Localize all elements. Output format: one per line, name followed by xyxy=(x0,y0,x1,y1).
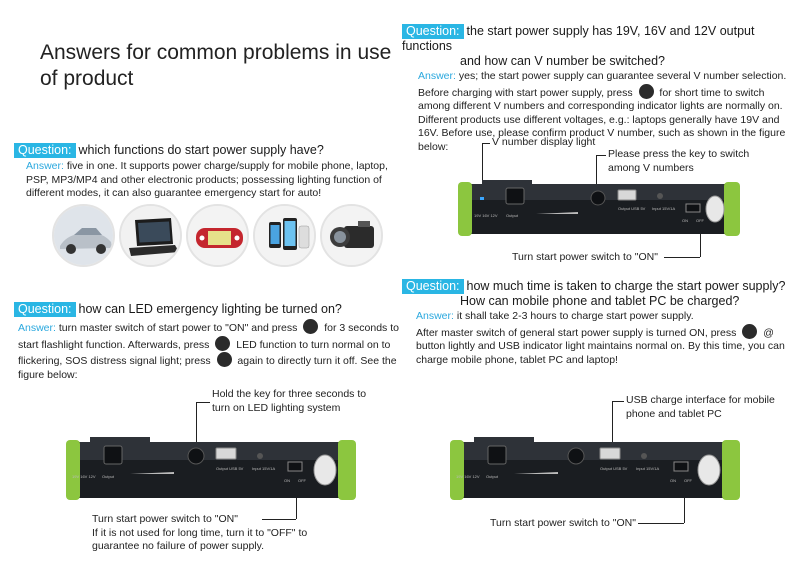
answer-text-1: yes; the start power supply can guarantee several V number selection. Before charging with start power supply, press xyxy=(418,70,787,99)
output-label: Output xyxy=(102,474,115,479)
off-label: OFF xyxy=(696,218,704,223)
off-label: OFF xyxy=(298,478,306,483)
question-line xyxy=(14,143,394,158)
answer-block xyxy=(14,319,402,383)
on-label: ON xyxy=(284,478,290,483)
answer-tag: Answer: xyxy=(418,70,456,82)
answer-text-1: it shall take 2-3 hours to charge start power supply. xyxy=(456,310,694,322)
answer-tag: Answer: xyxy=(26,160,64,172)
output-label: Output xyxy=(506,213,519,218)
callout-v-switch: Turn start power switch to "ON" xyxy=(512,251,658,263)
power-bank-figure-usb xyxy=(450,434,742,506)
button-icon xyxy=(215,336,230,351)
off-label: OFF xyxy=(684,478,692,483)
leader-line xyxy=(262,519,296,520)
question-line xyxy=(14,302,402,317)
question-tag: Question: xyxy=(14,143,76,158)
laptop-photo xyxy=(119,204,182,267)
answer-text-4: again to directly turn it off. See the figure below: xyxy=(18,355,397,382)
answer-block xyxy=(402,310,798,367)
answer-text-3: LED function to turn normal on to flickering, SOS distress signal light; press xyxy=(18,338,391,368)
callout-led-key: Hold the key for three seconds to turn on LED lighting system xyxy=(212,388,367,414)
leader-line xyxy=(196,402,210,403)
output-usb-label: Output USB 5V xyxy=(618,206,646,211)
input-label: Input 15V/1A xyxy=(636,466,660,471)
phones-photo xyxy=(253,204,316,267)
question-text-2: How can mobile phone and tablet PC be charged? xyxy=(460,294,740,308)
power-bank-figure-led xyxy=(66,434,358,506)
callout-v-light: V number display light xyxy=(492,136,596,148)
answer-tag: Answer: xyxy=(18,322,56,334)
question-text: how can LED emergency lighting be turned on? xyxy=(78,302,342,316)
leader-line xyxy=(596,155,606,156)
page-title: Answers for common problems in use of product xyxy=(40,41,392,90)
qa-voltage xyxy=(402,24,798,155)
voltage-labels: 19V 16V 12V xyxy=(72,474,96,479)
on-label: ON xyxy=(670,478,676,483)
leader-line xyxy=(664,257,700,258)
answer-text-3: @ button lightly and USB indicator light maintains normal on. By this time, you can charge mobile phone, tablet PC and laptop! xyxy=(416,326,785,366)
callout-switch-off-note: If it is not used for long time, turn it to "OFF" to guarantee no failure of power supply. xyxy=(92,526,308,552)
power-bank-figure-voltage xyxy=(458,176,743,240)
camera-photo xyxy=(320,204,383,267)
callout-v-key: Please press the key to switch among V numbers xyxy=(608,148,750,174)
car-photo xyxy=(52,204,115,267)
output-usb-label: Output USB 5V xyxy=(600,466,628,471)
leader-line xyxy=(638,523,684,524)
question-tag: Question: xyxy=(402,279,464,294)
answer-tag: Answer: xyxy=(416,310,454,322)
qa-functions xyxy=(14,143,394,201)
button-icon xyxy=(303,319,318,334)
callout-usb: USB charge interface for mobile phone and tablet PC xyxy=(626,394,775,420)
question-text-2: and how can V number be switched? xyxy=(460,54,665,68)
question-line xyxy=(402,24,798,54)
psp-photo xyxy=(186,204,249,267)
voltage-labels: 19V 16V 12V xyxy=(456,474,480,479)
question-tag: Question: xyxy=(14,302,76,317)
qa-led-lighting xyxy=(14,302,402,383)
question-text-1: the start power supply has 19V, 16V and 12V output functions xyxy=(402,24,755,53)
button-icon xyxy=(742,324,757,339)
callout-q4-switch: Turn start power switch to "ON" xyxy=(490,517,636,529)
button-icon xyxy=(639,84,654,99)
input-label: Input 15V/1A xyxy=(252,466,276,471)
leader-line xyxy=(482,143,490,144)
qa-charging xyxy=(402,279,798,367)
answer-text-2: for 3 seconds to start flashlight function. Afterwards, press xyxy=(18,322,399,351)
answer-text-2: After master switch of general start power supply is turned ON, press xyxy=(416,326,737,339)
answer-block xyxy=(402,70,798,155)
output-label: Output xyxy=(486,474,499,479)
voltage-labels: 19V 16V 12V xyxy=(474,213,498,218)
input-label: Input 15V/1A xyxy=(652,206,676,211)
question-text: which functions do start power supply have? xyxy=(78,143,324,157)
answer-block xyxy=(14,160,394,201)
callout-switch-on: Turn start power switch to "ON" xyxy=(92,513,238,525)
question-tag: Question: xyxy=(402,24,464,39)
answer-text-1: turn master switch of start power to "ON" and press xyxy=(58,322,298,334)
button-icon xyxy=(217,352,232,367)
on-label: ON xyxy=(682,218,688,223)
question-line xyxy=(402,279,798,294)
answer-text: five in one. It supports power charge/supply for mobile phone, laptop, PSP, MP3/MP4 and other electronic products; possessing lighting function of different modes, it can also guarantee emergency start for auto! xyxy=(26,160,388,199)
product-photos xyxy=(52,204,397,268)
callout-power-switch xyxy=(92,513,342,554)
answer-text-2: for short time to switch among different V numbers and corresponding indicator lights are normally on. Different products use different voltages, e.g.: laptops generally have 19V and 16V. Before use, please confirm product V number, such as shown in the figure below: xyxy=(418,86,786,153)
output-usb-label: Output USB 5V xyxy=(216,466,244,471)
leader-line xyxy=(612,401,624,402)
question-text-1: how much time is taken to charge the start power supply? xyxy=(466,279,786,293)
